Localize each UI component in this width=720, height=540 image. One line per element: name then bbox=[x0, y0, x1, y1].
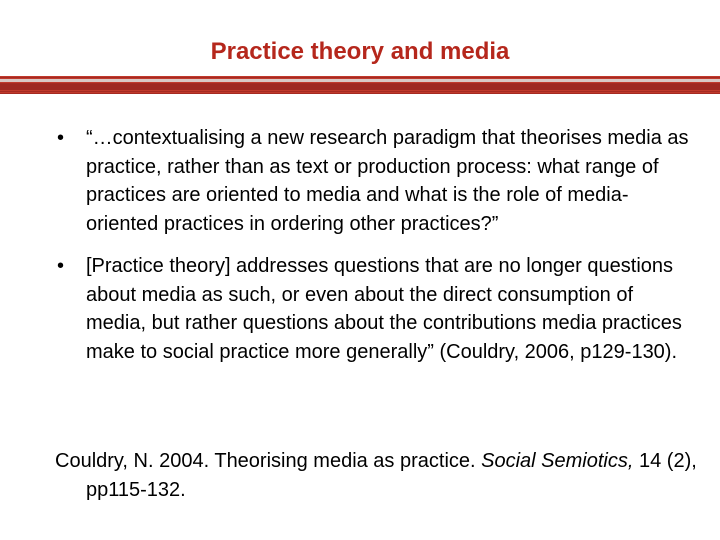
reference-suffix: 14 (2), pp115-132. bbox=[86, 450, 697, 501]
slide-title: Practice theory and media bbox=[210, 38, 510, 65]
bullet-marker: • bbox=[57, 255, 65, 277]
bullet-item-quote bbox=[55, 124, 695, 238]
bullet-list bbox=[55, 124, 695, 380]
bullet-marker: • bbox=[57, 127, 65, 149]
reference-prefix: Couldry, N. 2004. Theorising media as practice. bbox=[55, 450, 482, 472]
reference-journal: Social Semiotics, bbox=[481, 450, 634, 472]
title-divider bbox=[0, 76, 720, 94]
title-divider-light-band bbox=[0, 79, 720, 82]
bullet-text: “…contextualising a new research paradigm that theorises media as practice, rather than as text or production process: what range of practices are oriented to media and what is the role of media-oriented practices in ordering other practices?” bbox=[86, 127, 689, 235]
title-divider-dark-band bbox=[0, 84, 720, 90]
reference-citation bbox=[55, 447, 720, 504]
bullet-text: [Practice theory] addresses questions that are no longer questions about media as such, or even about the direct consumption of media, but rather questions about the contributions media practices make to social practice more generally” (Couldry, 2006, p129-130). bbox=[86, 255, 682, 363]
bullet-item-practice-theory bbox=[55, 252, 695, 366]
